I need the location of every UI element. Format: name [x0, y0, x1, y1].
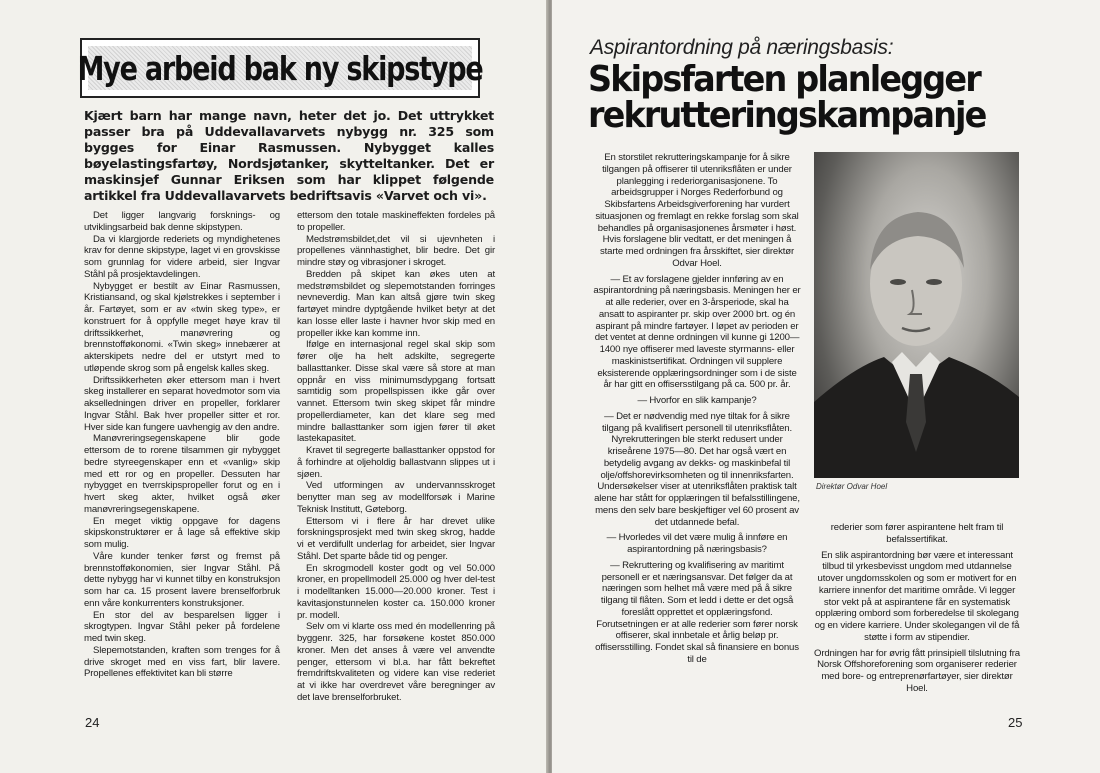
- right-page: [552, 0, 1100, 773]
- right-column-2: [814, 522, 1020, 695]
- article-title: [588, 59, 986, 136]
- photo-caption: Direktør Odvar Hoel: [816, 482, 888, 491]
- paragraph: En meget viktig oppgave for dagens skipskonstruktører er å lage så effektive skip som mulig.: [84, 515, 280, 550]
- paragraph: Selv om vi klarte oss med én modellenring på byggenr. 325, har forsøkene kostet 850.000 kroner. Men det anses å være vel anvendte penger, ettersom vi bl.a. har fått bekreftet fremdriftskvaliteten og videre kan vise rederiet at vi ikke har overdrevet våre beregninger av det lave brenselforbruket.: [297, 621, 495, 703]
- portrait-photo: [814, 152, 1019, 478]
- paragraph: ettersom den totale maskineffekten fordeles på to propeller.: [297, 210, 495, 233]
- paragraph: En slik aspirantordning bør være et interessant tilbud til yrkesbevisst ungdom med utdannelse utover ungdomsskolen og som er motivert for en karriere innenfor det maritime område. Vi legger stor vekt på at aspirantene får en systematisk opplæring ombord som forberedelse til skolegang og en videre karriere. Under skolegangen vil de få støtte i form av stipendier.: [814, 549, 1020, 643]
- page-number: 24: [85, 715, 100, 730]
- paragraph: Bredden på skipet kan økes uten at medstrømsbildet og slepemotstanden forringes nevneverdig. Man kan altså gjøre twin skeg fartøyet mindre dyptgående hvilket betyr at det kan losse eller laste i havner hvor skip med en propeller ikke kan komme inn.: [297, 268, 495, 339]
- lead-paragraph: Kjært barn har mange navn, heter det jo. Det uttrykket passer bra på Uddevallavarvets nybygg nr. 325 som bygges for Einar Rasmussen. Nybygget kalles bøyelastingsfartøy, Nordsjøtanker, skytteltanker. Det er maskinsjef Gunnar Eriksen som har klippet følgende artikkel fra Uddevallavarvets bedriftsavis «Varvet och vi».: [84, 108, 494, 203]
- right-column-1: [592, 152, 802, 666]
- paragraph: En storstilet rekrutteringskampanje for å sikre tilgangen på offiserer til utenriksflåten er under planlegging i rederiorganisasjonene. To arbeidsgrupper i Norges Rederforbund og Skibsfartens Arbeidsgiverforening har vurdert situasjonen og fremlagt en rekke forslag som skal behandles på organisasjonenes årsmøter i høst. Hvis forslagene blir vedtatt, er det meningen å starte med ordningen fra årsskiftet, sier direktør Odvar Hoel.: [595, 152, 799, 269]
- headline-box: [77, 38, 483, 98]
- paragraph: Kravet til segregerte ballasttanker oppstod for å forhindre at oljeholdig ballastvann slippes ut i sjøen.: [297, 445, 495, 480]
- paragraph: Manøvreringsegenskapene blir gode ettersom de to rorene tilsammen gir nybygget bedre styreegenskaper enn et «vanlig» skip med ett ror og en propeller. Dessuten har nybygget en tverrskipspropeller forut og en i hvert skeg akter, hvilket også øker manøvreringsegenskapene.: [84, 433, 280, 515]
- kicker: Aspirantordning på næringsbasis:: [590, 36, 894, 59]
- paragraph: — Hvorledes vil det være mulig å innføre en aspirantordning på næringsbasis?: [606, 532, 788, 555]
- paragraph: Våre kunder tenker først og fremst på brennstofføkonomien, sier Ingvar Ståhl. På dette nybygg har vi kunnet tilby en konstruksjon som har ca. 15 prosent lavere brenselforbruk enn våre konkurrenters konstruksjoner.: [84, 550, 280, 609]
- paragraph: Nybygget er bestilt av Einar Rasmussen, Kristiansand, og skal kjølstrekkes i september i år. Fartøyet, som er av «twin skeg type», er konstruert for å oppfylle meget høye krav til driftssikkerhet, manøvrering og brennstofføkonomi. «Twin skeg» innebærer at akterskipets nedre del er utstyrt med to utløpende skrog som på engelsk kalles skeg.: [84, 280, 280, 374]
- paragraph: Medstrømsbildet,det vil si ujevnheten i propellenes vännhastighet, blir bedre. Det gir mindre støy og vibrasjoner i skroget.: [297, 233, 495, 268]
- left-column-2: [297, 210, 495, 704]
- paragraph: — Hvorfor en slik kampanje?: [637, 395, 757, 406]
- paragraph: En stor del av besparelsen ligger i skrogtypen. Ingvar Ståhl peker på fordelene med twin skeg.: [84, 609, 280, 644]
- left-page: [0, 0, 548, 773]
- title-line: rekrutteringskampanje: [588, 95, 986, 136]
- paragraph: Det ligger langvarig forsknings- og utviklingsarbeid bak denne skipstypen.: [84, 210, 280, 233]
- portrait-illustration: [814, 152, 1019, 478]
- paragraph: Driftssikkerheten øker ettersom man i hvert skeg installerer en separat hovedmotor som via akselledningen driver en propeller, forklarer Ingvar Ståhl. Bak hver propeller sitter et ror. Hver side kan fungere uavhengig av den andre.: [84, 374, 280, 433]
- left-column-1: [84, 210, 280, 680]
- paragraph: — Et av forslagene gjelder innføring av en aspirantordning på næringsbasis. Meningen her er at alle rederier, over en 3-årsperiode, skal ha ansatt to aspiranter pr. skip over 2000 brt. og én aspirant på mindre fartøyer. I løpet av perioden er det ventet at denne ordningen vil kunne gi 1200—1400 nye offiserer med laveste styrmanns- eller maskinistsertifikat. Ordningen vil supplere eksisterende opplæringsordninger som i de siste år har gitt en offisersstilgang på ca. 500 pr. år.: [593, 273, 801, 391]
- paragraph: rederier som fører aspirantene helt fram til befalssertifikat.: [830, 522, 1004, 545]
- paragraph: Ved utformingen av undervannsskroget benytter man seg av modellforsøk i Marine Teknisk Institutt, Gøteborg.: [297, 480, 495, 515]
- paragraph: Ifølge en internasjonal regel skal skip som fører olje ha helt adskilte, segregerte ballasttanker. Disse skal være så store at man oppnår en viss minimumsdypgang fortsatt samtidig som propellspissen ikke går over vannet. Ettersom twin skeg skipet får mindre propellerdiameter, kan det klare seg med mindre ballasttanker som igjen fører til øket lastekapasitet.: [297, 339, 495, 445]
- paragraph: Da vi klargjorde rederiets og myndighetenes krav for denne skipstype, laget vi en grovskisse som grunnlag for videre arbeid, sier Ingvar Ståhl på prosjektavdelingen.: [84, 233, 280, 280]
- paragraph: En skrogmodell koster godt og vel 50.000 kroner, en propellmodell 25.000 og hver del-test i modelltanken 15.000—20.000 kroner. Test i kavitasjonstunnelen koster ca. 150.000 kroner pr. modell.: [297, 562, 495, 621]
- page-number: 25: [1008, 715, 1023, 730]
- paragraph: Ordningen har for øvrig fått prinsipiell tilslutning fra Norsk Offshoreforening som organiserer rederier med bore- og entreprenørfartøyer, sier direktør Hoel.: [814, 647, 1020, 694]
- headline-screen: [77, 46, 483, 90]
- paragraph: Ettersom vi i flere år har drevet ulike forskningsprosjekt med twin skeg skrog, hadde vi et verdifullt underlag for arbeidet, sier Ingvar Ståhl. Det sparte både tid og penger.: [297, 515, 495, 562]
- paragraph: Slepemotstanden, kraften som trenges for å drive skroget med en viss fart, blir lavere. Propellenes effektivitet kan bli større: [84, 644, 280, 680]
- title-line: Skipsfarten planlegger: [588, 59, 980, 100]
- headline: Mye arbeid bak ny skipstype: [77, 48, 483, 88]
- paragraph: — Rekruttering og kvalifisering av maritimt personell er et næringsansvar. Det følger da at næringen som helhet må være med på å sikre tilgang til flåten. Som et ledd i dette er det også foreslått opprettet et opplæringsfond. Forutsetningen er at alle rederier som fører norsk offiserer, skal innbetale et årlig beløp pr. offisersstilling. Fondet skal så finansiere en bonus til de: [595, 559, 799, 665]
- paragraph: — Det er nødvendig med nye tiltak for å sikre tilgang på kvalifisert personell til utenriksflåten. Nyrekrutteringen ble sterkt redusert under kriseårene 1975—80. Det har også vært en betydelig avgang av dekks- og maskinbefal til olje/offshorevirksomheten og til innenriksfarten. Undersøkelser viser at utenriksflåten praktisk talt alene har stått for opplæringen til befalsstillingene, mens den selv bare beskjeftiger vel 60 prosent av det utdannede befal.: [594, 410, 800, 528]
